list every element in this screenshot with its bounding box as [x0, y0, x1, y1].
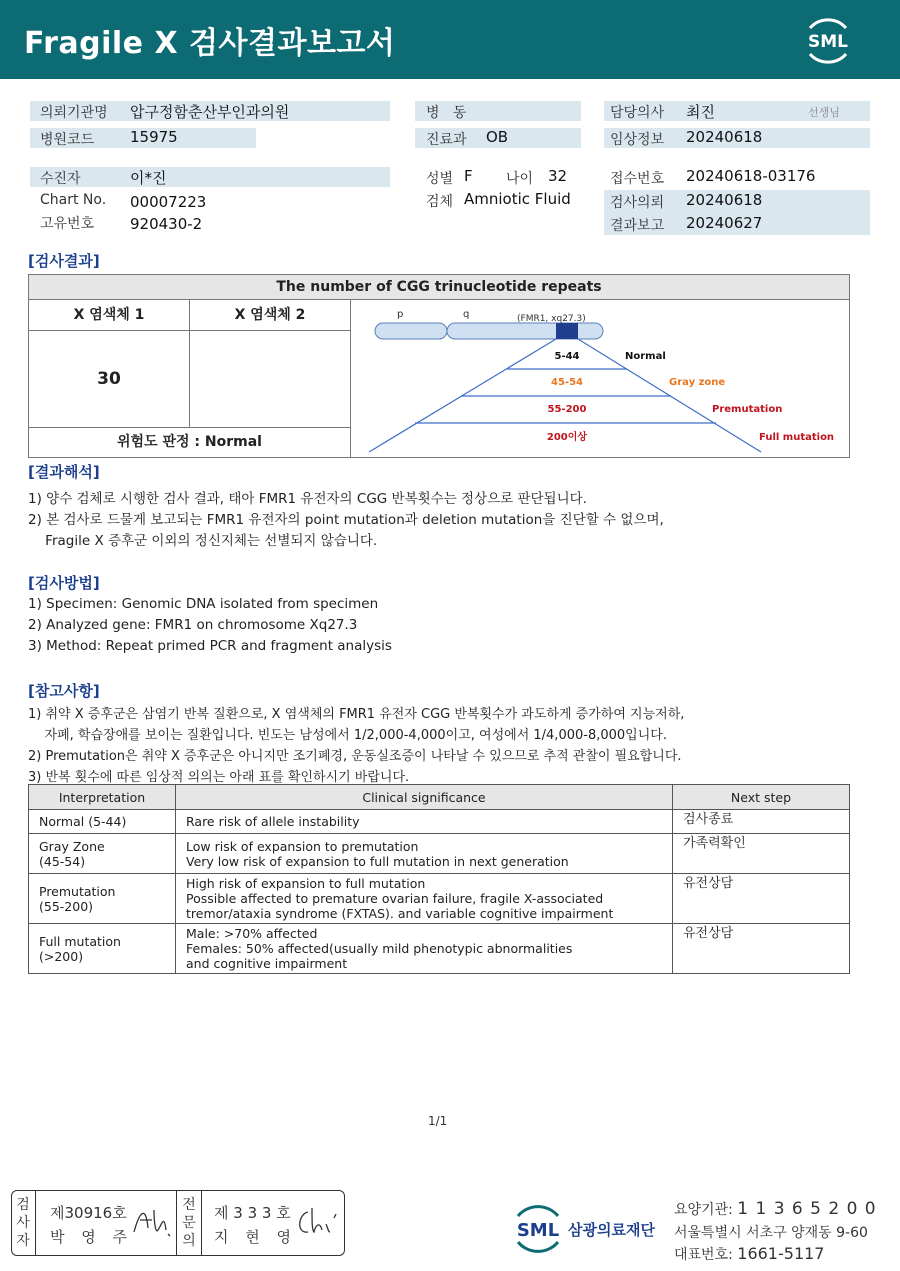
interpretation-cell: Gray Zone (45-54): [29, 834, 176, 874]
reference-line-4: 3) 반복 횟수에 따른 임상적 의의는 아래 표를 확인하시기 바랍니다.: [28, 770, 410, 785]
agency-info: [674, 1199, 877, 1219]
reference-table-header: [29, 785, 850, 810]
col-x1-header: X 염색체 1: [28, 299, 190, 331]
doctor-value: 최진: [686, 103, 715, 121]
diagram-label-0: Normal: [625, 351, 666, 362]
dept-label: 진료과: [426, 132, 467, 148]
svg-text:SML: SML: [516, 1220, 560, 1241]
interpretation-cell: Full mutation (>200): [29, 924, 176, 974]
significance-cell: Male: >70% affected Females: 50% affected(usually mild phenotypic abnormalities and cognitive impairment: [176, 924, 673, 974]
chromosome-q-arm: [447, 323, 603, 339]
header-interpretation: Interpretation: [29, 785, 176, 810]
specimen-value: Amniotic Fluid: [464, 190, 571, 208]
examiner-vertical-label: 검 사 자: [16, 1197, 30, 1249]
table-row: [29, 810, 850, 834]
reference-section-title: [참고사항]: [28, 682, 100, 700]
clinical-value: 20240618: [686, 128, 763, 146]
reference-line-1: 1) 취약 X 증후군은 삼염기 반복 질환으로, X 염색체의 FMR1 유전자 CGG 반복횟수가 과도하게 증가하여 지능저하,: [28, 707, 685, 722]
chart-value: 00007223: [130, 193, 207, 211]
chart-label: Chart No.: [40, 192, 107, 208]
ward-label: 병 동: [426, 105, 467, 121]
reference-line-3: 2) Premutation은 취약 X 증후군은 아니지만 조기폐경, 운동실조증이 나타날 수 있으므로 추적 관찰이 필요합니다.: [28, 749, 682, 764]
age-label: 나이: [506, 171, 534, 187]
phone-label: 대표번호:: [674, 1247, 738, 1263]
report-title: Fragile X 검사결과보고서: [24, 26, 396, 61]
next-step-cell: 유전상담: [673, 924, 850, 974]
table-row: [29, 924, 850, 974]
examiner-license: 제30916호: [50, 1204, 127, 1222]
specialist-name: 지 현 영: [214, 1228, 298, 1246]
q-label: q: [463, 309, 470, 320]
diagram-label-1: Gray zone: [669, 377, 726, 388]
reference-line-2: 자폐, 학습장애를 보이는 질환입니다. 빈도는 남성에서 1/2,000-4,000이고, 여성에서 1/4,000-8,000입니다.: [28, 728, 667, 743]
locus-label: (FMR1, xq27.3): [517, 314, 586, 324]
report-label: 결과보고: [610, 218, 665, 234]
specialist-signature: [294, 1202, 338, 1242]
page-number: 1/1: [428, 1114, 448, 1128]
table-row: [29, 874, 850, 924]
significance-cell: Low risk of expansion to premutation Very low risk of expansion to full mutation in next generation: [176, 834, 673, 874]
stamp-divider-3: [201, 1190, 202, 1256]
sex-value: F: [464, 167, 473, 185]
table-row: [29, 834, 850, 874]
next-step-cell: 유전상담: [673, 874, 850, 924]
dept-value: OB: [486, 128, 509, 146]
doctor-suffix: 선생님: [808, 106, 840, 119]
diagram-range-0: 5-44: [554, 351, 580, 362]
method-section-title: [검사방법]: [28, 574, 100, 592]
patient-bar: [30, 167, 390, 187]
diagram-range-1: 45-54: [551, 377, 583, 388]
sml-footer-logo: [510, 1200, 566, 1256]
specimen-label: 검체: [426, 194, 454, 210]
cgg-diagram: [351, 300, 849, 457]
next-step-cell: 가족력확인: [673, 834, 850, 874]
sex-label: 성별: [426, 171, 454, 187]
specialist-vertical-label: 전 문 의: [182, 1197, 196, 1249]
hospital-code-label: 병원코드: [40, 132, 95, 148]
agency-number: 1 1 3 6 5 2 0 0: [737, 1199, 877, 1219]
request-label: 검사의뢰: [610, 195, 665, 211]
result-section-title: [검사결과]: [28, 252, 100, 270]
diagram-range-2: 55-200: [547, 404, 587, 415]
doctor-label: 담당의사: [610, 105, 665, 121]
diagram-label-2: Premutation: [712, 404, 783, 415]
col-x2-header: X 염색체 2: [189, 299, 351, 331]
fmr1-locus: [556, 323, 578, 339]
interpretation-section-title: [결과해석]: [28, 463, 100, 481]
patient-value: 이*진: [130, 169, 167, 187]
institution-label: 의뢰기관명: [40, 105, 108, 121]
interpretation-line-1: 1) 양수 검체로 시행한 검사 결과, 태아 FMR1 유전자의 CGG 반복횟수는 정상으로 판단됩니다.: [28, 491, 587, 507]
significance-cell: Rare risk of allele instability: [176, 810, 673, 834]
chromosome-p-arm: [375, 323, 447, 339]
header-next-step: Next step: [673, 785, 850, 810]
request-value: 20240618: [686, 191, 763, 209]
phone-number: 1661-5117: [737, 1244, 825, 1263]
x2-value: [189, 330, 351, 428]
org-name: 삼광의료재단: [568, 1221, 655, 1239]
risk-judgement: 위험도 판정 : Normal: [28, 427, 351, 458]
report-value: 20240627: [686, 214, 763, 232]
stamp-divider-2: [176, 1190, 177, 1256]
examiner-name: 박 영 주: [50, 1228, 134, 1246]
age-value: 32: [548, 167, 568, 185]
interpretation-line-2: 2) 본 검사로 드물게 보고되는 FMR1 유전자의 point mutation과 deletion mutation을 진단할 수 없으며,: [28, 512, 664, 528]
interpretation-line-3: Fragile X 증후군 이외의 정신지체는 선별되지 않습니다.: [28, 533, 378, 549]
method-line-3: 3) Method: Repeat primed PCR and fragment analysis: [28, 638, 392, 654]
receipt-value: 20240618-03176: [686, 167, 816, 185]
next-step-cell: 검사종료: [673, 810, 850, 834]
institution-value: 압구정함춘산부인과의원: [130, 103, 290, 121]
examiner-signature: [130, 1200, 174, 1240]
reference-table: [28, 784, 850, 974]
diagram-label-3: Full mutation: [759, 432, 835, 443]
stamp-divider-1: [35, 1190, 36, 1256]
org-address: 서울특별시 서초구 양재동 9-60: [674, 1225, 868, 1241]
logo-text: SML: [808, 32, 848, 52]
id-value: 920430-2: [130, 215, 203, 233]
phone-info: [674, 1244, 824, 1264]
interpretation-cell: Premutation (55-200): [29, 874, 176, 924]
p-label: p: [397, 309, 404, 320]
significance-cell: High risk of expansion to full mutation Possible affected to premature ovarian failure, fragile X-associated tremor/ataxia syndrome (FXTAS). and variable cognitive impairment: [176, 874, 673, 924]
specialist-license: 제 3 3 3 호: [214, 1204, 291, 1222]
interpretation-cell: Normal (5-44): [29, 810, 176, 834]
diagram-range-3: 200이상: [546, 432, 588, 443]
x1-value: 30: [28, 330, 190, 428]
result-table-title: The number of CGG trinucleotide repeats: [28, 274, 850, 300]
receipt-label: 접수번호: [610, 171, 665, 187]
method-line-2: 2) Analyzed gene: FMR1 on chromosome Xq27.3: [28, 617, 358, 633]
agency-label: 요양기관:: [674, 1202, 738, 1218]
header-clinical-significance: Clinical significance: [176, 785, 673, 810]
hospital-code-value: 15975: [130, 128, 178, 146]
id-label: 고유번호: [40, 216, 95, 232]
method-line-1: 1) Specimen: Genomic DNA isolated from specimen: [28, 596, 379, 612]
patient-label: 수진자: [40, 171, 81, 187]
clinical-label: 임상정보: [610, 132, 665, 148]
sml-logo: [802, 14, 854, 66]
